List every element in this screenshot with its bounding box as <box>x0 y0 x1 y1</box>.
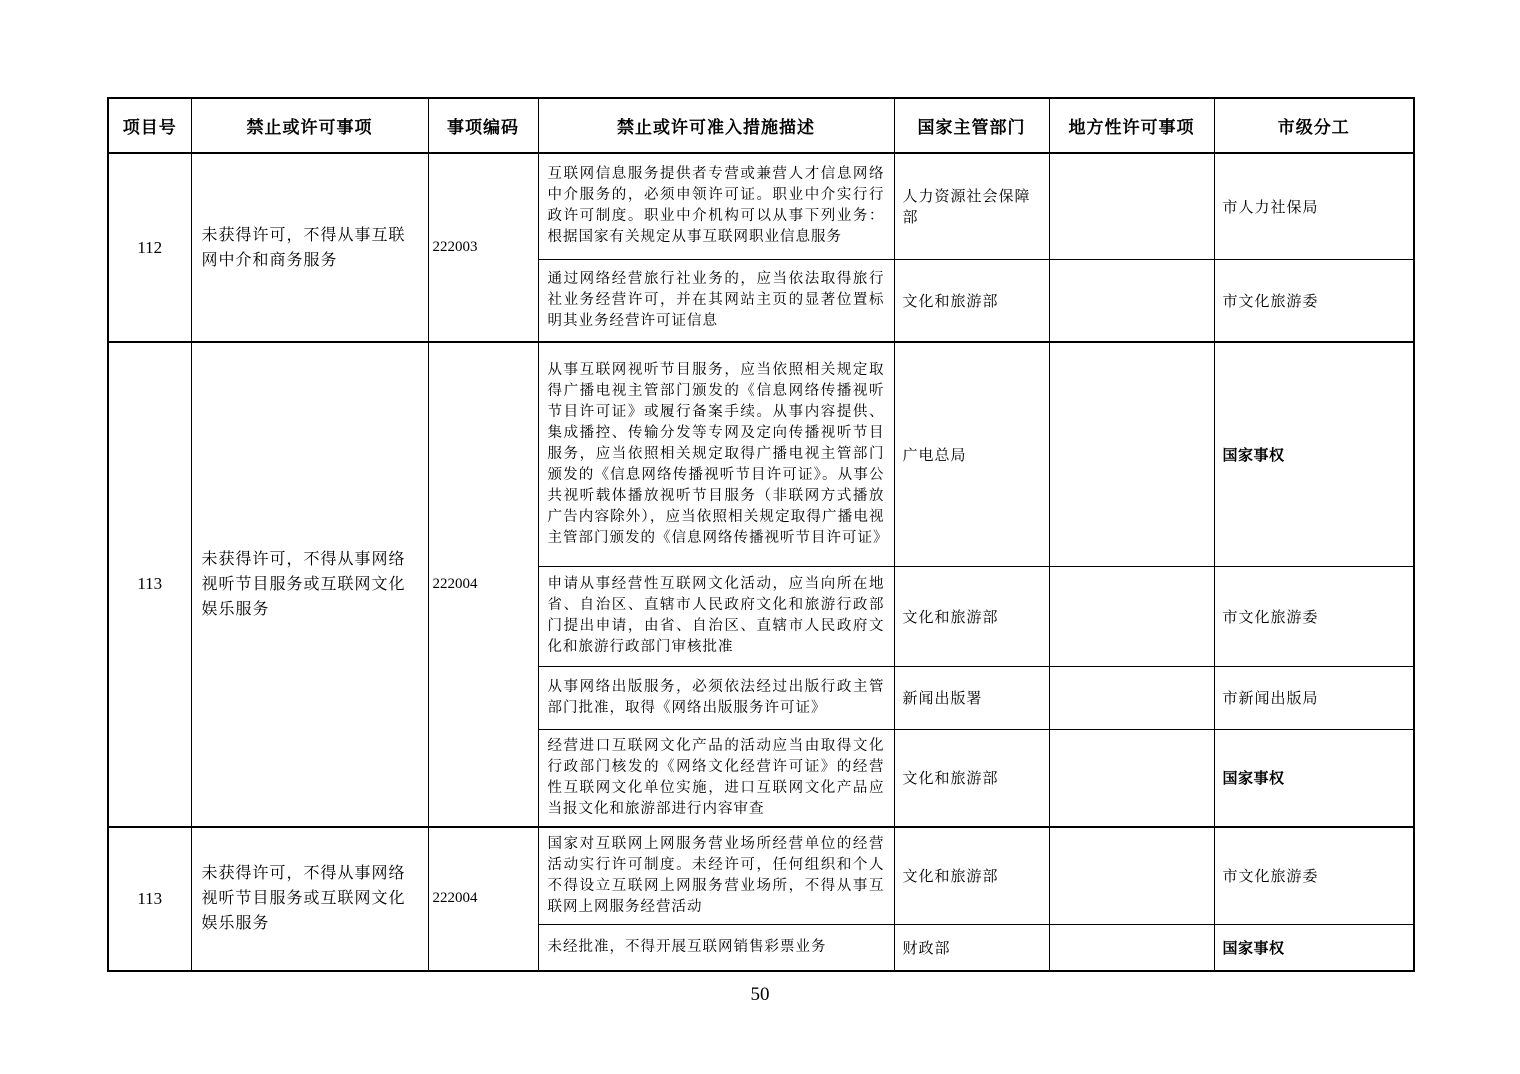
measure-description: 通过网络经营旅行社业务的，应当依法取得旅行社业务经营许可，并在其网站主页的显著位置标明其业务经营许可证信息 <box>538 259 894 342</box>
measure-description: 从事互联网视听节目服务，应当依照相关规定取得广播电视主管部门颁发的《信息网络传播视听节目许可证》或履行备案手续。从事内容提供、集成播控、传输分发等专网及定向传播视听节目服务，应当依照相关规定取得广播电视主管部门颁发的《信息网络传播视听节目许可证》。从事公共视听载体播放视听节目服务（非联网方式播放广告内容除外），应当依照相关规定取得广播电视主管部门颁发的《信息网络传播视听节目许可证》 <box>538 342 894 566</box>
local-licensing <box>1049 259 1214 342</box>
measure-description: 未经批准，不得开展互联网销售彩票业务 <box>538 924 894 971</box>
municipal-division: 市文化旅游委 <box>1214 259 1414 342</box>
header-national-dept: 国家主管部门 <box>894 98 1049 153</box>
local-licensing <box>1049 153 1214 259</box>
header-municipal-division: 市级分工 <box>1214 98 1414 153</box>
measure-description: 互联网信息服务提供者专营或兼营人才信息网络中介服务的，必须申领许可证。职业中介实行行政许可制度。职业中介机构可以从事下列业务：根据国家有关规定从事互联网职业信息服务 <box>538 153 894 259</box>
item-code: 222003 <box>428 153 538 342</box>
item-no: 113 <box>108 827 191 972</box>
municipal-division: 市新闻出版局 <box>1214 666 1414 729</box>
item-no: 112 <box>108 153 191 342</box>
measure-description: 从事网络出版服务，必须依法经过出版行政主管部门批准，取得《网络出版服务许可证》 <box>538 666 894 729</box>
table-row <box>108 827 1414 925</box>
item-code: 222004 <box>428 827 538 972</box>
header-matter: 禁止或许可事项 <box>191 98 428 153</box>
national-dept: 文化和旅游部 <box>894 566 1049 666</box>
admission-measures-table <box>107 97 1415 972</box>
item-no: 113 <box>108 342 191 827</box>
municipal-division: 国家事权 <box>1214 729 1414 827</box>
municipal-division: 市文化旅游委 <box>1214 827 1414 925</box>
national-dept: 新闻出版署 <box>894 666 1049 729</box>
municipal-division: 国家事权 <box>1214 342 1414 566</box>
municipal-division: 国家事权 <box>1214 924 1414 971</box>
matter: 未获得许可，不得从事网络视听节目服务或互联网文化娱乐服务 <box>191 827 428 972</box>
measure-description: 经营进口互联网文化产品的活动应当由取得文化行政部门核发的《网络文化经营许可证》的经营性互联网文化单位实施，进口互联网文化产品应当报文化和旅游部进行内容审查 <box>538 729 894 827</box>
matter: 未获得许可，不得从事网络视听节目服务或互联网文化娱乐服务 <box>191 342 428 827</box>
matter: 未获得许可，不得从事互联网中介和商务服务 <box>191 153 428 342</box>
national-dept: 文化和旅游部 <box>894 827 1049 925</box>
header-item-code: 事项编码 <box>428 98 538 153</box>
local-licensing <box>1049 729 1214 827</box>
local-licensing <box>1049 566 1214 666</box>
local-licensing <box>1049 342 1214 566</box>
national-dept: 文化和旅游部 <box>894 259 1049 342</box>
header-measure-description: 禁止或许可准入措施描述 <box>538 98 894 153</box>
table-header-row <box>108 98 1414 153</box>
local-licensing <box>1049 924 1214 971</box>
header-item-no: 项目号 <box>108 98 191 153</box>
municipal-division: 市文化旅游委 <box>1214 566 1414 666</box>
table-row <box>108 342 1414 566</box>
national-dept: 财政部 <box>894 924 1049 971</box>
table-row <box>108 153 1414 259</box>
national-dept: 广电总局 <box>894 342 1049 566</box>
national-dept: 人力资源社会保障部 <box>894 153 1049 259</box>
municipal-division: 市人力社保局 <box>1214 153 1414 259</box>
measure-description: 国家对互联网上网服务营业场所经营单位的经营活动实行许可制度。未经许可，任何组织和个人不得设立互联网上网服务营业场所，不得从事互联网上网服务经营活动 <box>538 827 894 925</box>
page-number: 50 <box>750 984 770 1005</box>
header-local-licensing: 地方性许可事项 <box>1049 98 1214 153</box>
local-licensing <box>1049 666 1214 729</box>
local-licensing <box>1049 827 1214 925</box>
national-dept: 文化和旅游部 <box>894 729 1049 827</box>
item-code: 222004 <box>428 342 538 827</box>
measure-description: 申请从事经营性互联网文化活动，应当向所在地省、自治区、直辖市人民政府文化和旅游行政部门提出申请，由省、自治区、直辖市人民政府文化和旅游行政部门审核批准 <box>538 566 894 666</box>
